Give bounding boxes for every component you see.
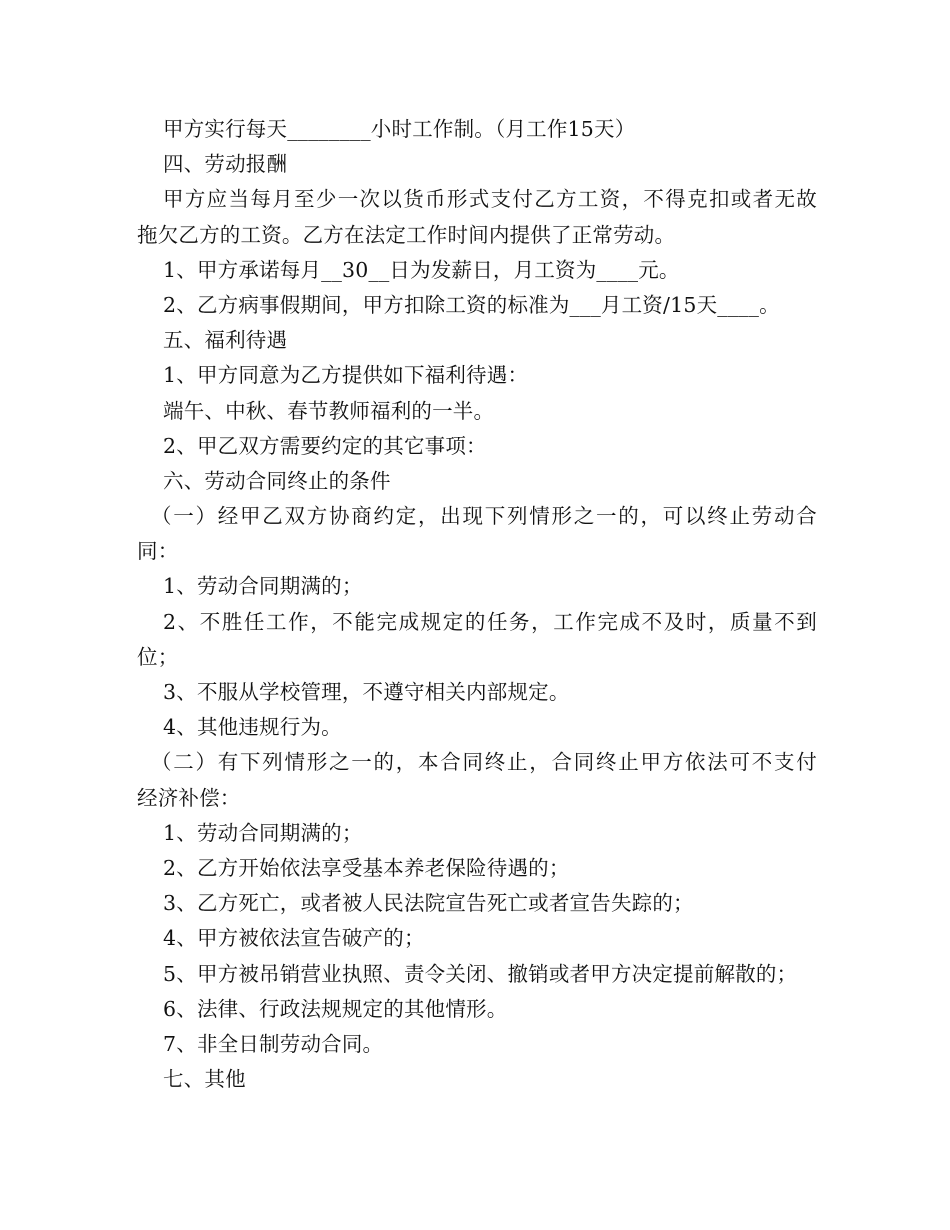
list-item: 3、乙方死亡，或者被人民法院宣告死亡或者宣告失踪的；	[163, 891, 694, 916]
section-heading-other: 七、其他	[163, 1067, 246, 1092]
list-item: 4、其他违规行为。	[163, 715, 342, 740]
paragraph-line: 位；	[137, 644, 179, 669]
document-body	[137, 112, 817, 1097]
subsection-line: （二）有下列情形之一的，本合同终止，合同终止甲方依法可不支付	[151, 750, 817, 775]
list-item: 2、乙方开始依法享受基本养老保险待遇的；	[163, 855, 570, 880]
paragraph-line: 甲方应当每月至少一次以货币形式支付乙方工资，不得克扣或者无故	[163, 187, 817, 212]
section-heading-welfare: 五、福利待遇	[163, 328, 288, 353]
clause-sick-leave: 2、乙方病事假期间，甲方扣除工资的标准为___月工资/15天____。	[163, 292, 780, 317]
list-item: 3、不服从学校管理，不遵守相关内部规定。	[163, 680, 570, 704]
list-item: 1、劳动合同期满的；	[163, 574, 363, 599]
paragraph-line: 经济补偿：	[137, 785, 241, 810]
clause-payday: 1、甲方承诺每月__30__日为发薪日，月工资为____元。	[163, 257, 680, 282]
clause-other-matters: 2、甲乙双方需要约定的其它事项：	[163, 433, 487, 458]
section-heading-termination: 六、劳动合同终止的条件	[163, 468, 391, 493]
list-item: 5、甲方被吊销营业执照、责令关闭、撤销或者甲方决定提前解散的；	[163, 961, 798, 986]
list-item: 2、不胜任工作，不能完成规定的任务，工作完成不及时，质量不到	[163, 609, 817, 634]
paragraph-line: 拖欠乙方的工资。乙方在法定工作时间内提供了正常劳动。	[137, 222, 676, 247]
subsection-line: （一）经甲乙双方协商约定，出现下列情形之一的，可以终止劳动合	[151, 504, 817, 529]
work-hours-line: 甲方实行每天________小时工作制。（月工作15天）	[163, 117, 636, 141]
list-item: 6、法律、行政法规规定的其他情形。	[163, 996, 508, 1021]
list-item: 4、甲方被依法宣告破产的；	[163, 926, 425, 951]
paragraph-line: 端午、中秋、春节教师福利的一半。	[163, 398, 495, 423]
clause-welfare: 1、甲方同意为乙方提供如下福利待遇：	[163, 363, 529, 388]
section-heading-remuneration: 四、劳动报酬	[163, 152, 288, 177]
list-item: 7、非全日制劳动合同。	[163, 1031, 384, 1056]
list-item: 1、劳动合同期满的；	[163, 820, 363, 845]
paragraph-line: 同：	[137, 539, 179, 564]
